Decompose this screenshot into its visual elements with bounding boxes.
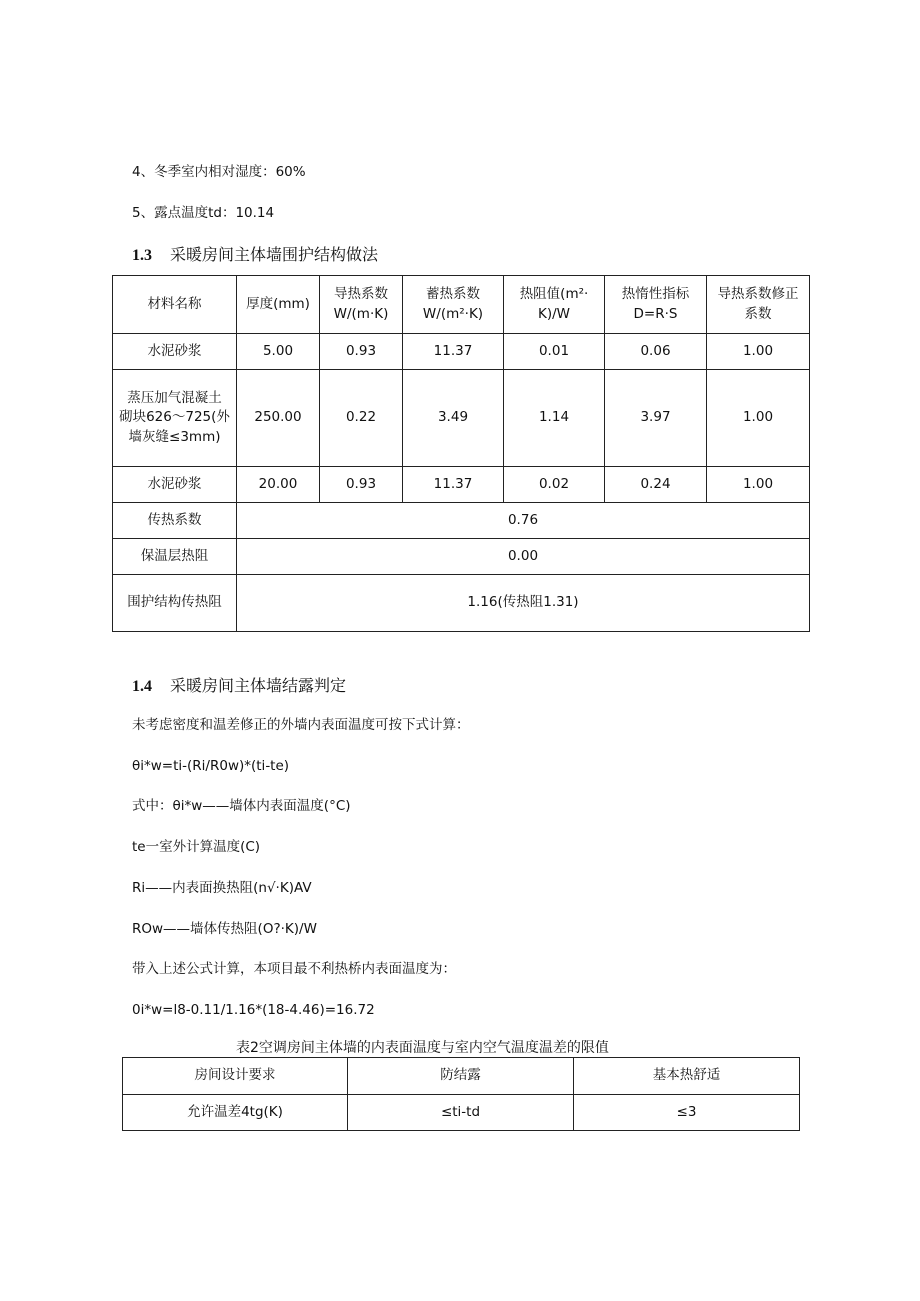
formula: θi*w=ti-(Ri/R0w)*(ti-te) bbox=[132, 758, 290, 774]
table-row bbox=[123, 1095, 800, 1131]
table-cell: 0.22 bbox=[320, 370, 403, 467]
table-cell: 1.00 bbox=[707, 467, 810, 503]
section-number: 1.3 bbox=[132, 247, 152, 264]
table-cell: 3.49 bbox=[403, 370, 504, 467]
table-row bbox=[113, 467, 810, 503]
dew-point-line: 5、露点温度td：10.14 bbox=[132, 205, 275, 221]
header-cell: 基本热舒适 bbox=[574, 1058, 800, 1095]
section-title: 采暖房间主体墙围护结构做法 bbox=[170, 245, 379, 264]
wall-construction-table bbox=[112, 275, 810, 632]
section-number: 1.4 bbox=[132, 678, 152, 695]
table-cell: 水泥砂浆 bbox=[113, 334, 237, 370]
summary-label: 围护结构传热阻 bbox=[113, 575, 237, 632]
table-cell: 0.01 bbox=[504, 334, 605, 370]
table-cell: 允许温差4tg(K) bbox=[123, 1095, 348, 1131]
section-1-4-heading bbox=[132, 678, 346, 695]
table-cell: 11.37 bbox=[403, 334, 504, 370]
header-cell: 热阻值(m²· K)/W bbox=[504, 276, 605, 334]
definition-line: ROw——墙体传热阻(O?·K)/W bbox=[132, 921, 317, 937]
table-cell: 5.00 bbox=[237, 334, 320, 370]
table-row bbox=[113, 334, 810, 370]
header-cell: 蓄热系数 W/(m²·K) bbox=[403, 276, 504, 334]
header-cell: 导热系数修正 系数 bbox=[707, 276, 810, 334]
table-cell: 0.93 bbox=[320, 467, 403, 503]
header-cell: 厚度(mm) bbox=[237, 276, 320, 334]
table-cell: 11.37 bbox=[403, 467, 504, 503]
table-cell: 0.93 bbox=[320, 334, 403, 370]
summary-label: 传热系数 bbox=[113, 503, 237, 539]
table-cell: 蒸压加气混凝土 砌块626～725(外 墙灰缝≤3mm) bbox=[113, 370, 237, 467]
table-cell: ≤3 bbox=[574, 1095, 800, 1131]
calculation-result: 0i*w=l8-0.11/1.16*(18-4.46)=16.72 bbox=[132, 1002, 375, 1018]
table-cell: 0.02 bbox=[504, 467, 605, 503]
definition-line: Ri——内表面换热阻(n√·K)AV bbox=[132, 880, 312, 896]
header-cell: 房间设计要求 bbox=[123, 1058, 348, 1095]
calculation-intro: 带入上述公式计算，本项目最不利热桥内表面温度为： bbox=[132, 961, 456, 977]
header-cell: 热惰性指标 D=R·S bbox=[605, 276, 707, 334]
summary-row bbox=[113, 503, 810, 539]
table-cell: 0.24 bbox=[605, 467, 707, 503]
summary-row bbox=[113, 575, 810, 632]
humidity-line: 4、冬季室内相对湿度：60% bbox=[132, 164, 306, 180]
section-1-3-heading bbox=[132, 247, 378, 264]
summary-value: 0.00 bbox=[237, 539, 810, 575]
table-cell: 250.00 bbox=[237, 370, 320, 467]
definition-line: 式中：θi*w——墙体内表面温度(°C) bbox=[132, 798, 351, 814]
table-cell: 0.06 bbox=[605, 334, 707, 370]
summary-row bbox=[113, 539, 810, 575]
table-cell: 3.97 bbox=[605, 370, 707, 467]
table-cell: ≤ti-td bbox=[348, 1095, 574, 1131]
summary-value: 1.16(传热阻1.31) bbox=[237, 575, 810, 632]
summary-label: 保温层热阻 bbox=[113, 539, 237, 575]
summary-value: 0.76 bbox=[237, 503, 810, 539]
table2-title: 表2空调房间主体墙的内表面温度与室内空气温度温差的限值 bbox=[236, 1040, 609, 1056]
table-cell: 1.00 bbox=[707, 334, 810, 370]
table-header-row bbox=[113, 276, 810, 334]
table-cell: 1.00 bbox=[707, 370, 810, 467]
temperature-limit-table bbox=[122, 1057, 800, 1131]
table-cell: 20.00 bbox=[237, 467, 320, 503]
table-row bbox=[113, 370, 810, 467]
header-cell: 导热系数 W/(m·K) bbox=[320, 276, 403, 334]
formula-intro: 未考虑密度和温差修正的外墙内表面温度可按下式计算： bbox=[132, 717, 470, 733]
table-cell: 1.14 bbox=[504, 370, 605, 467]
definition-line: te一室外计算温度(C) bbox=[132, 839, 261, 855]
header-cell: 防结露 bbox=[348, 1058, 574, 1095]
table-cell: 水泥砂浆 bbox=[113, 467, 237, 503]
table-header-row bbox=[123, 1058, 800, 1095]
section-title: 采暖房间主体墙结露判定 bbox=[170, 676, 347, 695]
header-cell: 材料名称 bbox=[113, 276, 237, 334]
